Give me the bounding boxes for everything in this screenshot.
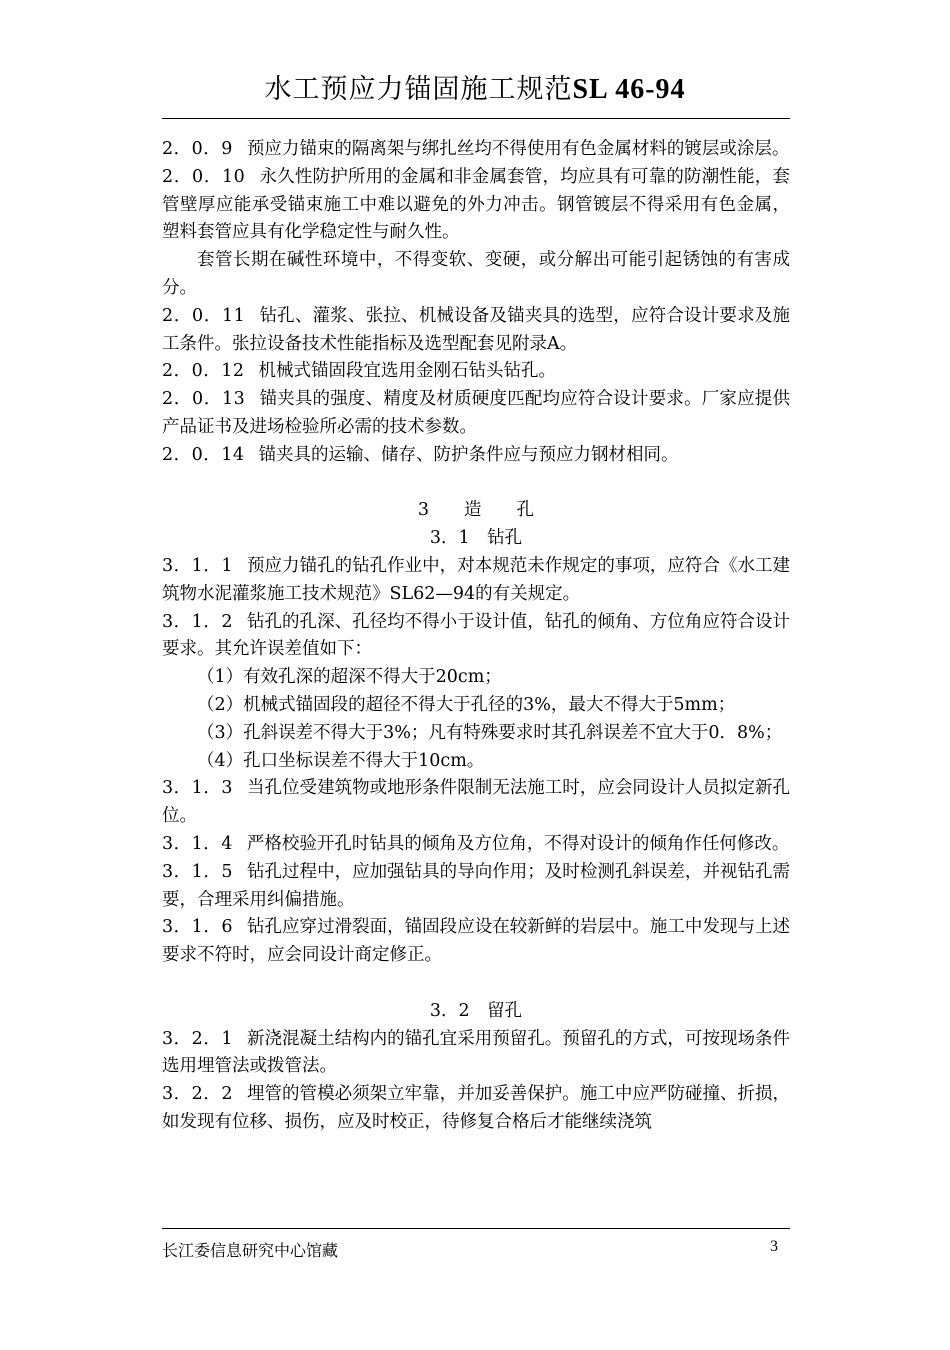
- clause-paragraph: [162, 442, 790, 470]
- clause-number: 2．0．10: [162, 166, 246, 187]
- clause-number: 2．0．11: [162, 305, 246, 326]
- clause-number: 3．2．2: [162, 1084, 233, 1105]
- header-rule: [162, 118, 790, 119]
- clause-number: 3．2．1: [162, 1028, 233, 1049]
- clause-paragraph: [162, 553, 790, 609]
- section-title: 3．2 留孔: [429, 1000, 523, 1021]
- list-item: （1）有效孔深的超深不得大于20cm；: [197, 667, 502, 688]
- clause-text: 埋管的管模必须架立牢靠，并加妥善保护。施工中应严防碰撞、折损，如发现有位移、损伤，应及时校正，待修复合格后才能继续浇筑: [162, 1084, 791, 1132]
- section-title: 3．1 钻孔: [429, 528, 523, 549]
- clause-paragraph: [162, 914, 790, 970]
- header-title: 水工预应力锚固施工规范: [264, 74, 573, 105]
- continuation-paragraph: 套管长期在碱性环境中，不得变软、变硬，或分解出可能引起锈蚀的有害成分。: [162, 250, 790, 298]
- section-title: 3 造 孔: [417, 500, 535, 521]
- clause-number: 3．1．5: [162, 861, 233, 882]
- document-body: [162, 136, 790, 1137]
- clause-text: 钻孔应穿过滑裂面，锚固段应设在较新鲜的岩层中。施工中发现与上述要求不符时，应会同设计商定修正。: [162, 917, 791, 966]
- page-header: [0, 70, 950, 110]
- clause-paragraph: [162, 303, 790, 359]
- header-code: SL 46-94: [572, 74, 686, 105]
- clause-number: 3．1．4: [162, 833, 233, 854]
- clause-number: 2．0．12: [162, 361, 245, 382]
- clause-paragraph: [162, 136, 790, 164]
- clause-paragraph: [162, 775, 790, 831]
- paragraph-spacer: [162, 970, 790, 998]
- list-item: （4）孔口坐标误差不得大于10cm。: [197, 750, 485, 771]
- clause-text: 钻孔过程中，应加强钻具的导向作用；及时检测孔斜误差，并视钻孔需要，合理采用纠偏措施。: [162, 861, 791, 910]
- clause-paragraph: [162, 609, 790, 665]
- clause-text: 新浇混凝土结构内的锚孔宜采用预留孔。预留孔的方式，可按现场条件选用埋管法或拨管法。: [162, 1028, 791, 1077]
- clause-paragraph: [162, 164, 790, 247]
- clause-paragraph: [162, 386, 790, 442]
- clause-paragraph: [162, 358, 790, 386]
- paragraph-spacer: [162, 470, 790, 498]
- clause-number: 2．0．14: [162, 444, 245, 465]
- clause-number: 2．0．9: [162, 139, 233, 159]
- clause-text: 当孔位受建筑物或地形条件限制无法施工时，应会同设计人员拟定新孔位。: [162, 778, 791, 827]
- clause-text: 机械式锚固段宜选用金刚石钻头钻孔。: [258, 361, 557, 382]
- clause-number: 3．1．6: [162, 917, 233, 938]
- clause-text: 严格校验开孔时钻具的倾角及方位角，不得对设计的倾角作任何修改。: [246, 833, 790, 854]
- clause-text: 永久性防护所用的金属和非金属套管，均应具有可靠的防潮性能，套管壁厚应能承受锚束施工中难以避免的外力冲击。钢管镀层不得采用有色金属，塑料套管应具有化学稳定性与耐久性。: [162, 166, 790, 243]
- clause-number: 3．1．3: [162, 778, 233, 799]
- clause-text: 预应力锚孔的钻孔作业中，对本规范未作规定的事项，应符合《水工建筑物水泥灌浆施工技术规范》SL62—94的有关规定。: [162, 555, 791, 604]
- footer-rule: [162, 1228, 790, 1229]
- clause-paragraph: [162, 859, 790, 915]
- clause-paragraph: [162, 1081, 790, 1137]
- clause-text: 预应力锚束的隔离架与绑扎丝均不得使用有色金属材料的镀层或涂层。: [246, 139, 790, 159]
- footer-source: 长江委信息研究中心馆藏: [162, 1241, 339, 1260]
- page-number: 3: [770, 1238, 778, 1255]
- clause-text: 锚夹具的运输、储存、防护条件应与预应力钢材相同。: [258, 444, 679, 465]
- clause-text: 钻孔的孔深、孔径均不得小于设计值，钻孔的倾角、方位角应符合设计要求。其允许误差值如下：: [162, 611, 791, 660]
- clause-number: 3．1．2: [162, 611, 233, 632]
- list-item: （2）机械式锚固段的超径不得大于孔径的3%，最大不得大于5mm；: [197, 694, 736, 715]
- list-item: （3）孔斜误差不得大于3%；凡有特殊要求时其孔斜误差不宜大于0．8%；: [197, 722, 783, 743]
- clause-text: 钻孔、灌浆、张拉、机械设备及锚夹具的选型，应符合设计要求及施工条件。张拉设备技术性能指标及选型配套见附录A。: [162, 305, 790, 354]
- clause-number: 3．1．1: [162, 555, 233, 576]
- clause-number: 2．0．13: [162, 389, 246, 410]
- clause-text: 锚夹具的强度、精度及材质硬度匹配均应符合设计要求。厂家应提供产品证书及进场检验所必需的技术参数。: [162, 389, 790, 437]
- clause-paragraph: [162, 1026, 790, 1082]
- clause-paragraph: [162, 831, 790, 859]
